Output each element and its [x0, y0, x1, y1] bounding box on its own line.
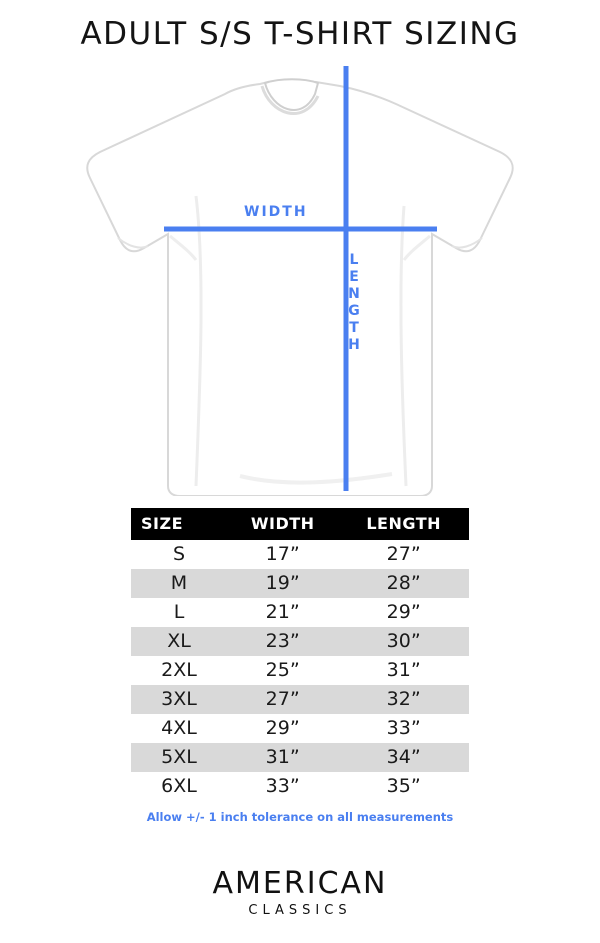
- page-title: ADULT S/S T-SHIRT SIZING: [80, 16, 520, 52]
- table-row: [131, 540, 469, 569]
- cell-size: S: [131, 540, 227, 569]
- cell-width: 17”: [227, 540, 338, 569]
- cell-size: 5XL: [131, 743, 227, 772]
- cell-length: 33”: [338, 714, 469, 743]
- cell-width: 23”: [227, 627, 338, 656]
- cell-length: 35”: [338, 772, 469, 801]
- cell-width: 21”: [227, 598, 338, 627]
- table-header-row: [131, 508, 469, 540]
- table-row: [131, 685, 469, 714]
- cell-width: 25”: [227, 656, 338, 685]
- column-header-width: WIDTH: [227, 508, 338, 540]
- cell-width: 31”: [227, 743, 338, 772]
- size-table: [131, 508, 469, 801]
- width-label: WIDTH: [244, 204, 308, 220]
- brand-name-secondary: CLASSICS: [248, 903, 352, 918]
- size-table-container: [131, 508, 469, 824]
- cell-size: 3XL: [131, 685, 227, 714]
- table-row: [131, 714, 469, 743]
- tshirt-graphic: [0, 56, 600, 496]
- cell-length: 31”: [338, 656, 469, 685]
- cell-width: 27”: [227, 685, 338, 714]
- column-header-length: LENGTH: [338, 508, 469, 540]
- cell-size: M: [131, 569, 227, 598]
- cell-size: 6XL: [131, 772, 227, 801]
- column-header-size: SIZE: [131, 508, 227, 540]
- table-row: [131, 772, 469, 801]
- table-row: [131, 656, 469, 685]
- cell-length: 34”: [338, 743, 469, 772]
- cell-length: 27”: [338, 540, 469, 569]
- brand-name-primary: AMERICAN: [212, 866, 388, 901]
- brand-footer: [0, 866, 600, 918]
- cell-width: 33”: [227, 772, 338, 801]
- cell-size: 2XL: [131, 656, 227, 685]
- cell-length: 29”: [338, 598, 469, 627]
- cell-size: L: [131, 598, 227, 627]
- table-row: [131, 743, 469, 772]
- cell-length: 30”: [338, 627, 469, 656]
- cell-length: 28”: [338, 569, 469, 598]
- cell-width: 19”: [227, 569, 338, 598]
- size-table-body: [131, 540, 469, 801]
- table-row: [131, 569, 469, 598]
- table-row: [131, 598, 469, 627]
- size-table-head: [131, 508, 469, 540]
- cell-size: 4XL: [131, 714, 227, 743]
- tolerance-note: Allow +/- 1 inch tolerance on all measurements: [146, 810, 454, 824]
- cell-length: 32”: [338, 685, 469, 714]
- length-label: LENGTH: [346, 252, 362, 354]
- cell-size: XL: [131, 627, 227, 656]
- tshirt-illustration: [0, 56, 600, 496]
- table-row: [131, 627, 469, 656]
- cell-width: 29”: [227, 714, 338, 743]
